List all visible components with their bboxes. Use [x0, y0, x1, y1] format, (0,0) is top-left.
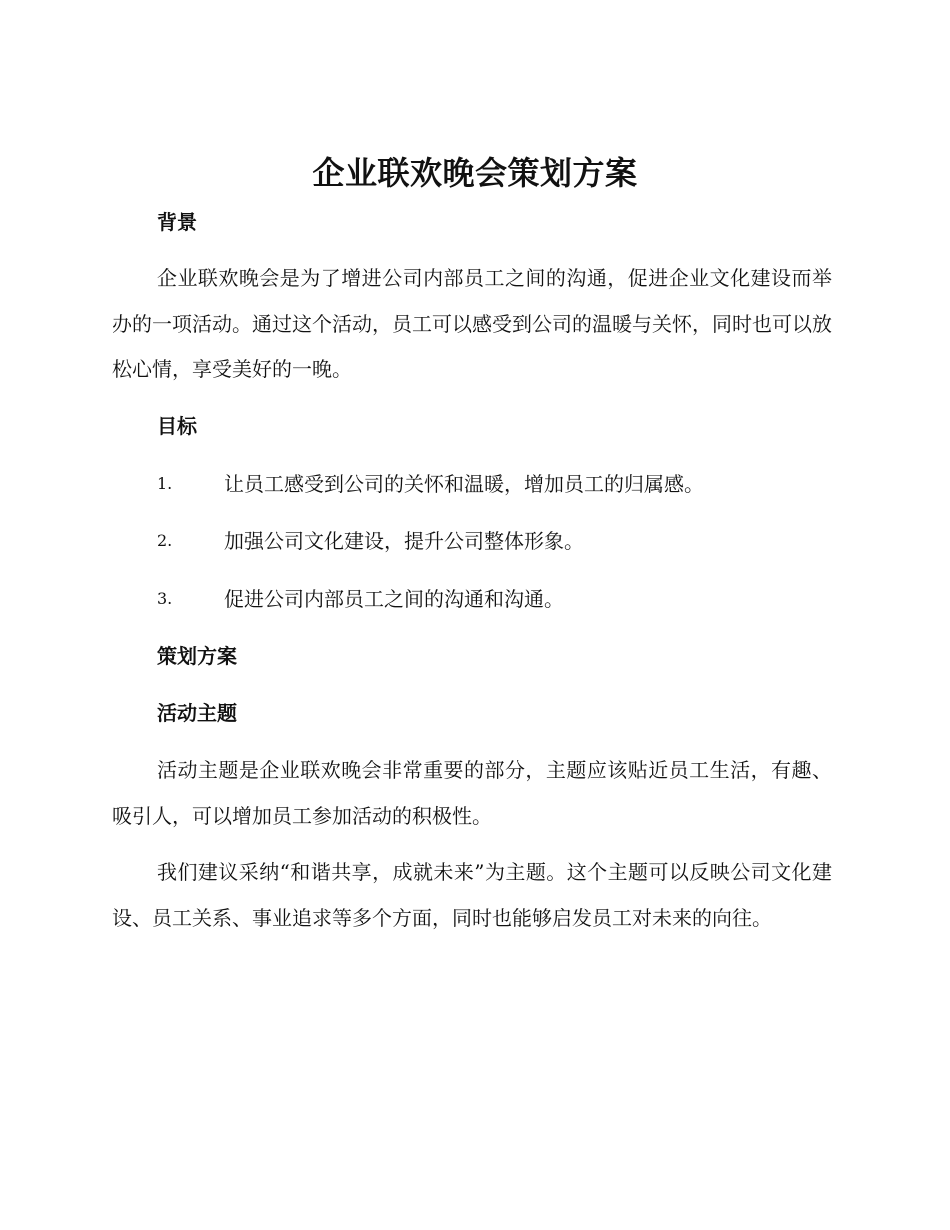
list-number: 1.	[157, 474, 173, 493]
subheading-theme: 活动主题	[157, 701, 237, 725]
list-text: 让员工感受到公司的关怀和温暖，增加员工的归属感。	[224, 472, 704, 496]
paragraph-theme-suggestion: 我们建议采纳“和谐共享，成就未来”为主题。这个主题可以反映公司文化建设、员工关系、事业追求等多个方面，同时也能够启发员工对未来的向往。	[112, 860, 832, 930]
list-number: 2.	[157, 531, 173, 550]
document-title: 企业联欢晚会策划方案	[312, 154, 638, 192]
list-item	[0, 469, 950, 499]
list-item	[0, 584, 950, 614]
list-item	[0, 526, 950, 556]
heading-goals: 目标	[157, 414, 197, 438]
paragraph-background: 企业联欢晚会是为了增进公司内部员工之间的沟通，促进企业文化建设而举办的一项活动。通过这个活动，员工可以感受到公司的温暖与关怀，同时也可以放松心情，享受美好的一晚。	[112, 266, 832, 381]
list-number: 3.	[157, 589, 173, 608]
list-text: 加强公司文化建设，提升公司整体形象。	[224, 529, 584, 553]
paragraph-theme: 活动主题是企业联欢晚会非常重要的部分，主题应该贴近员工生活，有趣、吸引人，可以增加员工参加活动的积极性。	[112, 758, 832, 828]
list-text: 促进公司内部员工之间的沟通和沟通。	[224, 587, 564, 611]
heading-background: 背景	[157, 210, 197, 234]
heading-plan: 策划方案	[157, 644, 237, 668]
